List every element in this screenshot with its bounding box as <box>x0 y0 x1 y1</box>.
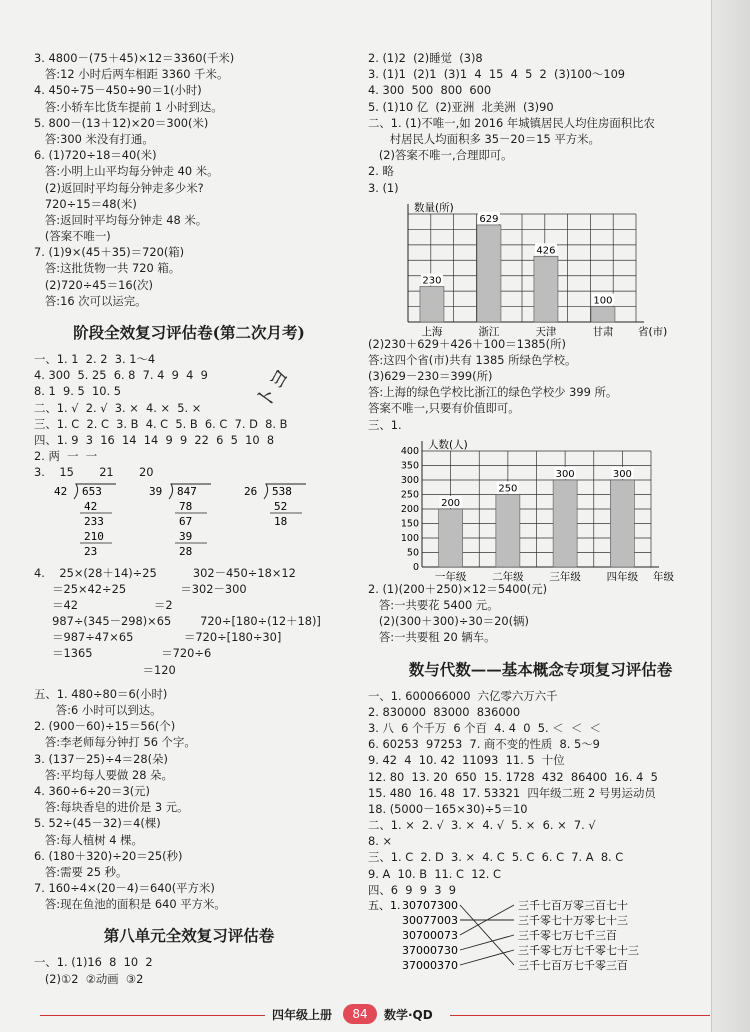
footer-grade: 四年级上册 <box>272 1008 333 1022</box>
calc-line: 987÷(345－298)×65 720÷[180÷(12＋18)] <box>34 614 321 629</box>
matching-word: 三千零七十万零七十三 <box>518 914 628 927</box>
bar-chart-green-schools <box>368 196 668 336</box>
left-bottom-line: 答:需要 25 秒。 <box>34 864 128 879</box>
page-number-badge: 84 <box>343 1004 377 1024</box>
divisor: 39 <box>149 484 163 498</box>
section-heading-monthly-test: 阶段全效复习评估卷(第二次月考) <box>73 323 305 342</box>
long-division-diagram <box>34 481 334 565</box>
left-top-line: 5. 800－(13＋12)×20＝300(米) <box>34 115 209 130</box>
page-edge-shadow <box>711 0 750 1032</box>
left-top-line: 答:300 米没有打通。 <box>34 131 154 146</box>
left-bottom-answers <box>34 686 344 913</box>
left-top-line: 答:这批货物一共 720 箱。 <box>34 261 181 276</box>
right-bottom-line: 18. (5000－165×30)÷5＝10 <box>368 801 528 816</box>
matching-link <box>460 905 514 965</box>
x-axis-label: 省(市) <box>638 325 668 338</box>
left-bottom-line: 答:每人植树 4 棵。 <box>34 832 143 847</box>
left-mid-line: 8. 1 9. 5 10. 5 <box>34 384 121 399</box>
category-label: 一年级 <box>434 570 467 583</box>
calc-line: ＝987÷47×65 ＝720÷[180÷30] <box>34 630 282 645</box>
right-after-answers <box>368 581 713 646</box>
footer-rule-left <box>40 1015 265 1016</box>
left-column <box>34 50 344 987</box>
division-step: 23 <box>84 544 98 558</box>
left-mid-line: 四、1. 9 3 16 14 14 9 9 22 6 5 10 8 <box>34 432 275 447</box>
category-label: 三年级 <box>549 570 581 583</box>
right-top-line: 4. 300 500 800 600 <box>368 83 492 98</box>
right-mid-line: 三、1. <box>368 417 402 432</box>
left-bottom-line: 答:平均每人要做 28 朵。 <box>34 767 173 782</box>
bar-value-label: 300 <box>612 468 632 480</box>
right-column <box>368 50 713 976</box>
right-after-line: 答:一共要租 20 辆车。 <box>368 630 496 645</box>
bar <box>553 480 577 567</box>
left-bottom-line: 6. (180＋320)÷20＝25(秒) <box>34 848 183 863</box>
pencil-scribble: トヨ <box>250 363 297 414</box>
right-mid-answers <box>368 336 713 433</box>
right-top-line: 村居民人均面积多 35－20＝15 平方米。 <box>368 131 600 146</box>
matching-word: 三千七百万零三百七十 <box>518 899 628 912</box>
x-axis-label: 年级 <box>653 570 674 583</box>
left-top-line: 6. (1)720÷18＝40(米) <box>34 148 157 163</box>
division-step: 52 <box>274 499 288 513</box>
matching-link <box>460 950 514 965</box>
left-bottom-line: 7. 160÷4×(20－4)＝640(平方米) <box>34 881 215 896</box>
left-mid-answers <box>34 351 344 464</box>
y-tick-label: 150 <box>400 518 419 530</box>
right-bottom-line: 3. 八 6 个千万 6 个百 4. 4 0 5. ＜ ＜ ＜ <box>368 720 601 735</box>
left-bottom-line: 答:每块香皂的进价是 3 元。 <box>34 800 189 815</box>
right-bottom-line: 15. 480 16. 48 17. 53321 四年级二班 2 号男运动员 <box>368 785 656 800</box>
y-axis-label: 数量(所) <box>414 201 454 214</box>
left-end-line: 一、1. (1)16 8 10 2 <box>34 955 153 970</box>
y-tick-label: 250 <box>400 489 419 501</box>
right-top-line: 2. 略 <box>368 164 394 179</box>
division-step: 18 <box>274 514 288 528</box>
right-bottom-line: 6. 60253 97253 7. 商不变的性质 8. 5～9 <box>368 737 600 752</box>
right-top-line: 3. (1)1 (2)1 (3)1 4 15 4 5 2 (3)100～109 <box>368 67 626 82</box>
left-bottom-line: 答:6 小时可以到达。 <box>34 703 162 717</box>
right-bottom-line: 四、6 9 9 3 9 <box>368 882 456 897</box>
calc-steps <box>34 565 344 678</box>
footer-subject: 数学·QD <box>384 1008 433 1022</box>
bar <box>534 256 558 322</box>
right-after-line: 答:一共要花 5400 元。 <box>368 598 499 612</box>
right-bottom-line: 二、1. × 2. √ 3. × 4. √ 5. × 6. × 7. √ <box>368 818 596 833</box>
y-tick-label: 200 <box>400 503 419 515</box>
section-heading-basic-concepts: 数与代数——基本概念专项复习评估卷 <box>408 659 673 679</box>
right-top-line: 2. (1)2 (2)睡觉 (3)8 <box>368 51 483 65</box>
y-tick-label: 350 <box>400 460 419 472</box>
left-mid-line: 三、1. C 2. C 3. B 4. C 5. B 6. C 7. D 8. B <box>34 416 288 431</box>
left-top-line: 答:返回时平均每分钟走 48 米。 <box>34 212 208 227</box>
right-bottom-line: 三、1. C 2. D 3. × 4. C 5. C 6. C 7. A 8. C <box>368 850 624 865</box>
dividend: 847 <box>177 484 197 498</box>
left-end-line: (2)①2 ②动画 ③2 <box>34 971 144 986</box>
matching-label: 五、1. <box>368 899 401 912</box>
right-mid-line: 答案不唯一,只要有价值即可。 <box>368 401 520 416</box>
matching-word: 三千零七万七千零七十三 <box>518 944 639 957</box>
left-top-line: 3. 4800－(75＋45)×12＝3360(千米) <box>34 51 235 65</box>
bar <box>496 494 520 567</box>
category-label: 甘肃 <box>592 325 614 338</box>
bar <box>610 480 634 567</box>
matching-word: 三千零七万七千三百 <box>518 929 617 942</box>
left-bottom-line: 4. 360÷6÷20＝3(元) <box>34 783 150 798</box>
left-top-line: 答:小明上山平均每分钟走 40 米。 <box>34 164 219 179</box>
left-top-line: 答:小轿车比货车提前 1 小时到达。 <box>34 99 223 114</box>
right-mid-line: 答:上海的绿色学校比浙江的绿色学校少 399 所。 <box>368 385 618 400</box>
dividend: 653 <box>82 484 102 498</box>
left-bottom-line: 5. 52÷(45－32)＝4(棵) <box>34 816 161 831</box>
right-mid-line: (3)629－230＝399(所) <box>368 369 493 384</box>
calc-line: 4. 25×(28＋14)÷25 302－450÷18×12 <box>34 565 296 580</box>
matching-number: 30700073 <box>402 929 458 942</box>
matching-number: 37000730 <box>402 944 458 957</box>
left-bottom-line: 五、1. 480÷80＝6(小时) <box>34 686 168 701</box>
left-top-line: 720÷15＝48(米) <box>34 196 137 211</box>
matching-word: 三千七百万七千零三百 <box>518 959 628 972</box>
division-step: 210 <box>84 529 104 543</box>
right-bottom-line: 12. 80 13. 20 650 15. 1728 432 86400 16. 4 5 <box>368 769 658 784</box>
category-label: 天津 <box>535 325 557 338</box>
calc-line: ＝1365 ＝720÷6 <box>34 646 212 661</box>
bar-value-label: 100 <box>593 295 613 307</box>
right-bottom-line: 9. 42 4 10. 42 11093 11. 5 十位 <box>368 753 565 768</box>
footer-rule-right <box>450 1015 710 1016</box>
left-bottom-line: 答:李老师每分钟打 56 个字。 <box>34 735 196 750</box>
division-step: 78 <box>179 499 193 513</box>
category-label: 四年级 <box>606 570 639 583</box>
matching-diagram <box>368 898 668 976</box>
calc-line: ＝120 <box>34 662 176 677</box>
y-tick-label: 50 <box>406 547 419 559</box>
division-step: 28 <box>179 544 193 558</box>
right-top-line: 5. (1)10 亿 (2)亚洲 北美洲 (3)90 <box>368 99 554 114</box>
bar-value-label: 426 <box>536 244 556 256</box>
bar-value-label: 250 <box>498 483 518 495</box>
right-bottom-line: 9. A 10. B 11. C 12. C <box>368 866 501 881</box>
left-end-answers <box>34 954 344 986</box>
right-top-line: 3. (1) <box>368 180 399 195</box>
calc-line: ＝42 ＝2 <box>34 597 173 612</box>
right-mid-line: (2)230＋629＋426＋100＝1385(所) <box>368 336 566 351</box>
left-mid-line: 2. 两 一 一 <box>34 449 98 464</box>
left-top-line: 答:16 次可以运完。 <box>34 293 147 308</box>
bar-value-label: 230 <box>422 275 442 287</box>
section-heading-unit8: 第八单元全效复习评估卷 <box>103 926 275 946</box>
division-step: 67 <box>179 514 193 528</box>
left-top-line: 答:12 小时后两车相距 3360 千米。 <box>34 67 229 82</box>
right-top-line: 二、1. (1)不唯一,如 2016 年城镇居民人均住房面积比农 <box>368 115 655 130</box>
matching-number: 37000370 <box>402 959 458 972</box>
category-label: 二年级 <box>492 570 524 583</box>
y-tick-label: 0 <box>412 561 419 573</box>
bar <box>420 286 444 321</box>
category-label: 浙江 <box>478 325 500 338</box>
left-bottom-line: 3. (137－25)÷4＝28(朵) <box>34 751 168 766</box>
division-step: 42 <box>84 499 98 513</box>
left-top-answers <box>34 50 344 309</box>
y-tick-label: 400 <box>400 445 419 457</box>
bar-value-label: 200 <box>441 497 461 509</box>
dividend: 538 <box>272 484 292 498</box>
division-results-line: 3. 15 21 20 <box>34 465 154 480</box>
left-mid-line: 4. 300 5. 25 6. 8 7. 4 9 4 9 <box>34 368 208 383</box>
y-axis-label: 人数(人) <box>428 438 468 451</box>
calc-line: ＝25×42÷25 ＝302－300 <box>34 581 247 596</box>
division-step: 233 <box>84 514 104 528</box>
y-tick-label: 100 <box>400 532 419 544</box>
category-label: 上海 <box>421 325 443 338</box>
left-mid-line: 二、1. √ 2. √ 3. × 4. × 5. × <box>34 400 202 415</box>
division-step: 39 <box>179 529 193 543</box>
matching-number: 30707300 <box>402 899 458 912</box>
divisor: 26 <box>244 484 258 498</box>
page-footer <box>0 1000 750 1030</box>
left-top-line: 7. (1)9×(45＋35)＝720(箱) <box>34 245 185 260</box>
right-top-line: (2)答案不唯一,合理即可。 <box>368 148 513 163</box>
right-top-answers <box>368 50 713 196</box>
bar-value-label: 629 <box>479 213 499 225</box>
left-mid-line: 一、1. 1 2. 2 3. 1～4 <box>34 352 156 366</box>
left-bottom-line: 答:现在鱼池的面积是 640 平方米。 <box>34 897 226 912</box>
right-bottom-answers <box>368 688 713 898</box>
bar-value-label: 300 <box>555 468 575 480</box>
y-tick-label: 300 <box>400 474 419 486</box>
bar <box>477 225 501 322</box>
left-bottom-line: 2. (900－60)÷15＝56(个) <box>34 719 176 734</box>
left-top-line: (2)返回时平均每分钟走多少米? <box>34 180 204 195</box>
right-after-line: 2. (1)(200＋250)×12＝5400(元) <box>368 581 548 596</box>
divisor: 42 <box>54 484 68 498</box>
right-bottom-line: 8. × <box>368 834 393 849</box>
left-top-line: (答案不唯一) <box>34 229 111 244</box>
right-bottom-line: 2. 830000 83000 836000 <box>368 704 521 719</box>
left-top-line: (2)720÷45＝16(次) <box>34 277 153 292</box>
right-bottom-line: 一、1. 600066000 六亿零六万六千 <box>368 688 558 703</box>
bar <box>591 306 615 321</box>
left-top-line: 4. 450÷75－450÷90＝1(小时) <box>34 83 202 98</box>
bar-chart-students-by-grade <box>368 433 674 583</box>
matching-link <box>460 935 514 950</box>
right-mid-line: 答:这四个省(市)共有 1385 所绿色学校。 <box>368 352 577 367</box>
right-after-line: (2)(300＋300)÷30＝20(辆) <box>368 614 529 629</box>
bar <box>439 509 463 567</box>
matching-number: 30077003 <box>402 914 458 927</box>
